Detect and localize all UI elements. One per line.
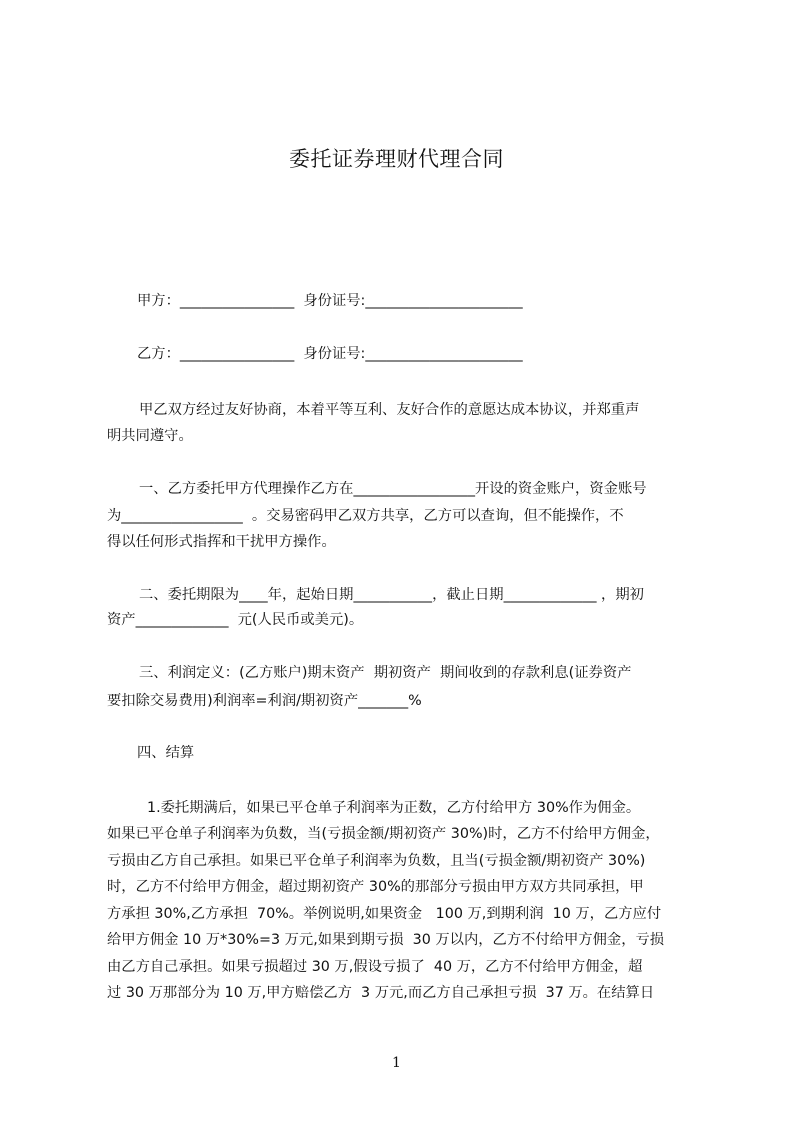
intro-line-1: 甲乙双方经过友好协商，本着平等互利、友好合作的意愿达成本协议，并郑重声 bbox=[139, 402, 640, 418]
clause4-item1-line-3: 亏损由乙方自己承担。如果已平仓单子利润率为负数，且当(亏损金额/期初资产 30%) bbox=[107, 853, 646, 869]
clause4-item1-line-4: 时，乙方不付给甲方佣金，超过期初资产 30%的那部分亏损由甲方双方共同承担，甲 bbox=[107, 879, 644, 895]
clause4-item1-line-6: 给甲方佣金 10 万*30%=3 万元,如果到期亏损 30 万以内，乙方不付给甲方佣金，亏损 bbox=[107, 932, 665, 948]
clause3-line-1: 三、利润定义：(乙方账户)期末资产 期初资产 期间收到的存款利息(证券资产 bbox=[139, 665, 632, 681]
party-a-line: 甲方：________________ 身份证号:______________________ bbox=[137, 293, 523, 309]
clause4-item1-line-5: 方承担 30%,乙方承担 70%。举例说明,如果资金 100 万,到期利润 10 万，乙方应付 bbox=[107, 906, 662, 922]
clause4-heading: 四、结算 bbox=[137, 745, 195, 761]
clause2-line-1: 二、委托期限为____年，起始日期___________，截止日期_____________ ，期初 bbox=[139, 587, 644, 603]
clause4-item1-line-7: 由乙方自己承担。如果亏损超过 30 万,假设亏损了 40 万，乙方不付给甲方佣金，超 bbox=[107, 959, 643, 975]
clause1-line-3: 得以任何形式指挥和干扰甲方操作。 bbox=[107, 534, 336, 550]
clause1-line-1: 一、乙方委托甲方代理操作乙方在_________________开设的资金账户，资金账号 bbox=[139, 481, 647, 497]
clause4-item1-line-8: 过 30 万那部分为 10 万,甲方赔偿乙方 3 万元,而乙方自己承担亏损 37 万。在结算日 bbox=[107, 985, 655, 1001]
clause4-item1-line-2: 如果已平仓单子利润率为负数，当(亏损金额/期初资产 30%)时，乙方不付给甲方佣金， bbox=[107, 826, 660, 842]
document-title: 委托证券理财代理合同 bbox=[289, 147, 504, 171]
clause3-line-2: 要扣除交易费用)利润率=利润/期初资产_______% bbox=[107, 693, 422, 709]
page-number: 1 bbox=[392, 1055, 401, 1071]
clause2-line-2: 资产_____________ 元(人民币或美元)。 bbox=[107, 612, 364, 628]
intro-line-2: 明共同遵守。 bbox=[107, 428, 193, 444]
clause1-line-2: 为_________________ 。交易密码甲乙双方共享，乙方可以查询，但不能操作，不 bbox=[107, 508, 624, 524]
clause4-item1-line-1: 1.委托期满后，如果已平仓单子利润率为正数，乙方付给甲方 30%作为佣金。 bbox=[147, 800, 641, 816]
party-b-line: 乙方：________________ 身份证号:______________________ bbox=[137, 346, 523, 362]
